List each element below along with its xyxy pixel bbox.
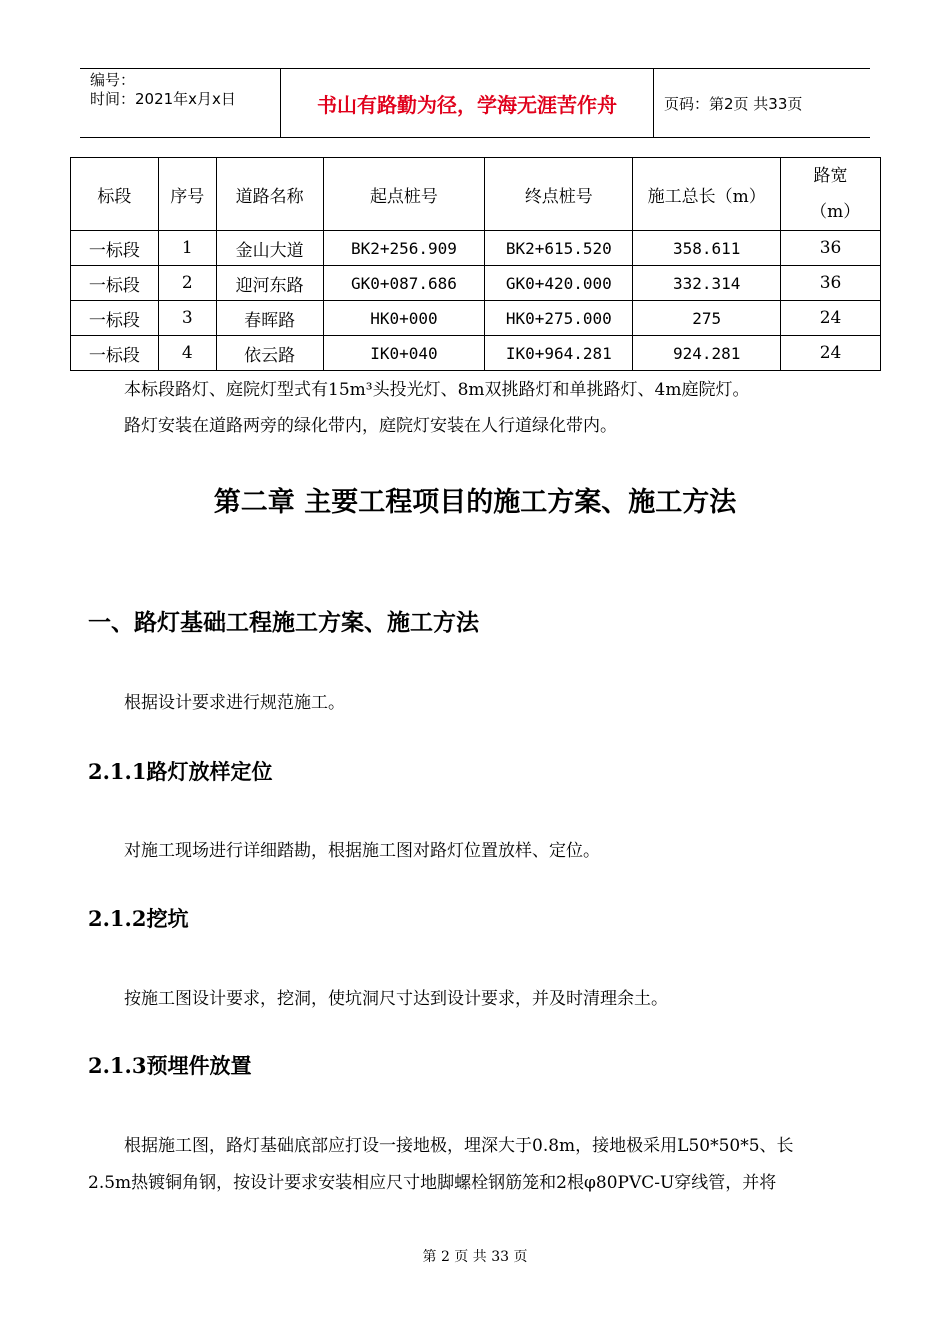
subsection-paragraph: 按施工图设计要求，挖洞，使坑洞尺寸达到设计要求，并及时清理余土。 xyxy=(124,989,668,1009)
table-cell: 迎河东路 xyxy=(216,266,323,301)
doc-date: 时间：2021年x月x日 xyxy=(90,90,236,108)
table-cell: GK0+420.000 xyxy=(485,266,633,301)
subsection-title: 2.1.2挖坑 xyxy=(88,906,189,931)
table-cell: 一标段 xyxy=(71,266,159,301)
header-meta xyxy=(80,69,281,137)
col-header: 标段 xyxy=(71,158,159,231)
table-cell: 依云路 xyxy=(216,336,323,371)
table-cell: IK0+964.281 xyxy=(485,336,633,371)
table-cell: 一标段 xyxy=(71,301,159,336)
table-cell: IK0+040 xyxy=(323,336,485,371)
header-motto: 书山有路勤为径，学海无涯苦作舟 xyxy=(281,69,654,137)
section-paragraph: 根据设计要求进行规范施工。 xyxy=(124,693,345,713)
table-cell: 2 xyxy=(158,266,216,301)
table-row xyxy=(71,301,881,336)
doc-number-label: 编号： xyxy=(90,71,136,89)
table-cell: 924.281 xyxy=(633,336,781,371)
table-cell: 春晖路 xyxy=(216,301,323,336)
table-cell: 24 xyxy=(781,301,881,336)
table-cell: 36 xyxy=(781,266,881,301)
table-row xyxy=(71,231,881,266)
col-header-text: 路宽（m） xyxy=(810,166,861,222)
section-title: 一、路灯基础工程施工方案、施工方法 xyxy=(88,609,479,636)
table-cell: 4 xyxy=(158,336,216,371)
table-cell: 36 xyxy=(781,231,881,266)
table-cell: 一标段 xyxy=(71,231,159,266)
table-row xyxy=(71,336,881,371)
col-header: 道路名称 xyxy=(216,158,323,231)
table-row xyxy=(71,266,881,301)
table-cell: HK0+275.000 xyxy=(485,301,633,336)
table-cell: GK0+087.686 xyxy=(323,266,485,301)
table-header-row xyxy=(71,158,881,231)
paragraph-light-types: 本标段路灯、庭院灯型式有15m³头投光灯、8m双挑路灯和单挑路灯、4m庭院灯。 xyxy=(124,380,750,400)
col-header: 施工总长（m） xyxy=(633,158,781,231)
col-header: 起点桩号 xyxy=(323,158,485,231)
table-cell: 24 xyxy=(781,336,881,371)
col-header xyxy=(781,158,881,231)
subsection-paragraph: 根据施工图，路灯基础底部应打设一接地极，埋深大于0.8m，接地极采用L50*50*5、长 xyxy=(124,1136,794,1156)
col-header: 序号 xyxy=(158,158,216,231)
subsection-paragraph: 对施工现场进行详细踏勘，根据施工图对路灯位置放样、定位。 xyxy=(124,841,600,861)
col-header: 终点桩号 xyxy=(485,158,633,231)
table-cell: 3 xyxy=(158,301,216,336)
road-table xyxy=(70,157,881,371)
header-page-code: 页码：第2页 共33页 xyxy=(664,94,803,113)
paragraph-install-location: 路灯安装在道路两旁的绿化带内，庭院灯安装在人行道绿化带内。 xyxy=(124,416,617,436)
page-header xyxy=(80,68,870,138)
table-cell: BK2+256.909 xyxy=(323,231,485,266)
table-cell: 332.314 xyxy=(633,266,781,301)
page-footer: 第 2 页 共 33 页 xyxy=(422,1249,528,1265)
table-cell: BK2+615.520 xyxy=(485,231,633,266)
table-cell: HK0+000 xyxy=(323,301,485,336)
subsection-paragraph: 2.5m热镀铜角钢，按设计要求安装相应尺寸地脚螺栓钢筋笼和2根φ80PVC-U穿线管，并将 xyxy=(88,1173,777,1193)
table-cell: 275 xyxy=(633,301,781,336)
table-cell: 一标段 xyxy=(71,336,159,371)
subsection-title: 2.1.1路灯放样定位 xyxy=(88,759,273,784)
table-cell: 358.611 xyxy=(633,231,781,266)
chapter-title: 第二章 主要工程项目的施工方案、施工方法 xyxy=(213,487,737,518)
table-cell: 1 xyxy=(158,231,216,266)
subsection-title: 2.1.3预埋件放置 xyxy=(88,1053,252,1078)
table-cell: 金山大道 xyxy=(216,231,323,266)
